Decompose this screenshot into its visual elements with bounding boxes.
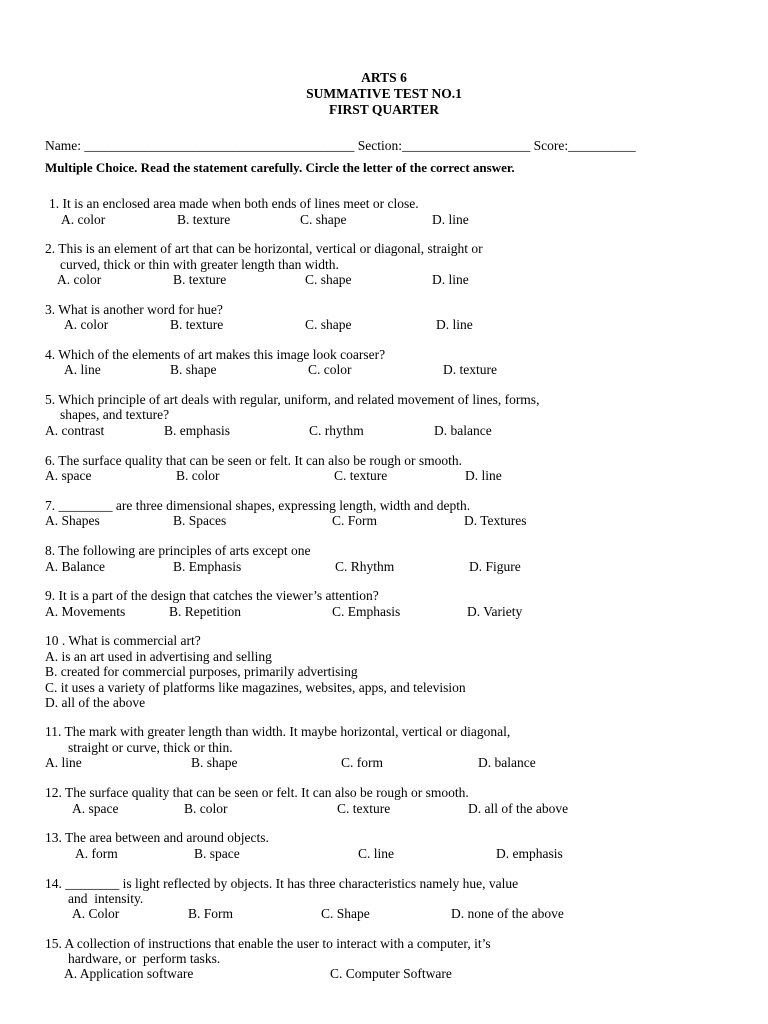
student-info-line — [45, 138, 636, 154]
option-a[interactable]: A. Shapes — [45, 513, 100, 528]
test-title: SUMMATIVE TEST NO.1 — [306, 86, 462, 101]
option-b[interactable]: B. texture — [177, 212, 231, 227]
option-b[interactable]: B. Spaces — [173, 513, 227, 528]
question-stem: 4. Which of the elements of art makes this image look coarser? — [45, 347, 386, 362]
option-a[interactable]: A. form — [75, 846, 118, 861]
option-d[interactable]: D. all of the above — [45, 695, 146, 710]
directions: Multiple Choice. Read the statement carefully. Circle the letter of the correct answer. — [45, 160, 515, 175]
option-d[interactable]: D. line — [436, 317, 473, 332]
subject-title: ARTS 6 — [361, 70, 407, 85]
option-c[interactable]: C. color — [308, 362, 352, 377]
option-c[interactable]: C. shape — [305, 317, 352, 332]
option-a[interactable]: A. line — [64, 362, 101, 377]
question-stem: 5. Which principle of art deals with regular, uniform, and related movement of lines, forms, — [45, 392, 540, 407]
option-a[interactable]: A. space — [72, 801, 119, 816]
question-stem-continued: straight or curve, thick or thin. — [68, 740, 233, 755]
option-b[interactable]: B. shape — [170, 362, 217, 377]
option-d[interactable]: D. balance — [434, 423, 492, 438]
option-c[interactable]: C. Shape — [321, 906, 370, 921]
option-c[interactable]: C. Computer Software — [330, 966, 452, 981]
option-c[interactable]: C. rhythm — [309, 423, 364, 438]
section-field[interactable]: Section:___________________ — [357, 138, 531, 153]
question-stem-continued: and intensity. — [68, 891, 144, 906]
option-b[interactable]: B. shape — [191, 755, 238, 770]
question-stem: 8. The following are principles of arts except one — [45, 543, 311, 558]
test-header — [0, 70, 768, 118]
score-field[interactable]: Score:__________ — [533, 138, 636, 153]
option-a[interactable]: A. color — [64, 317, 109, 332]
option-b[interactable]: B. texture — [173, 272, 227, 287]
option-d[interactable]: D. emphasis — [496, 846, 563, 861]
option-c[interactable]: C. shape — [305, 272, 352, 287]
option-d[interactable]: D. Textures — [464, 513, 527, 528]
option-b[interactable]: B. color — [176, 468, 220, 483]
option-c[interactable]: C. shape — [300, 212, 347, 227]
option-a[interactable]: A. is an art used in advertising and selling — [45, 649, 272, 664]
option-d[interactable]: D. all of the above — [468, 801, 569, 816]
question-stem: 1. It is an enclosed area made when both ends of lines meet or close. — [49, 196, 419, 211]
question-stem-continued: hardware, or perform tasks. — [68, 951, 221, 966]
option-d[interactable]: D. Variety — [467, 604, 523, 619]
option-a[interactable]: A. Application software — [64, 966, 194, 981]
question-stem: 9. It is a part of the design that catches the viewer’s attention? — [45, 588, 379, 603]
option-c[interactable]: C. line — [358, 846, 394, 861]
option-b[interactable]: B. created for commercial purposes, primarily advertising — [45, 664, 358, 679]
option-c[interactable]: C. Form — [332, 513, 378, 528]
option-c[interactable]: C. texture — [334, 468, 388, 483]
option-b[interactable]: B. texture — [170, 317, 224, 332]
option-d[interactable]: D. line — [432, 212, 469, 227]
option-b[interactable]: B. emphasis — [164, 423, 230, 438]
option-d[interactable]: D. none of the above — [451, 906, 564, 921]
option-a[interactable]: A. space — [45, 468, 92, 483]
option-d[interactable]: D. line — [432, 272, 469, 287]
question-stem-continued: curved, thick or thin with greater length than width. — [60, 257, 339, 272]
option-a[interactable]: A. contrast — [45, 423, 105, 438]
option-c[interactable]: C. Rhythm — [335, 559, 395, 574]
option-c[interactable]: C. form — [341, 755, 383, 770]
option-b[interactable]: B. space — [194, 846, 240, 861]
question-stem: 6. The surface quality that can be seen or felt. It can also be rough or smooth. — [45, 453, 462, 468]
option-a[interactable]: A. color — [57, 272, 102, 287]
question-stem: 14. ________ is light reflected by objects. It has three characteristics namely hue, value — [45, 876, 519, 891]
option-c[interactable]: C. texture — [337, 801, 391, 816]
option-a[interactable]: A. Movements — [45, 604, 126, 619]
option-b[interactable]: B. Emphasis — [173, 559, 242, 574]
question-stem-continued: shapes, and texture? — [60, 407, 170, 422]
option-a[interactable]: A. line — [45, 755, 82, 770]
name-field[interactable]: Name: ________________________________________ — [45, 138, 355, 153]
option-a[interactable]: A. color — [61, 212, 106, 227]
option-b[interactable]: B. color — [184, 801, 228, 816]
option-d[interactable]: D. line — [465, 468, 502, 483]
option-b[interactable]: B. Repetition — [169, 604, 241, 619]
option-c[interactable]: C. Emphasis — [332, 604, 401, 619]
option-d[interactable]: D. balance — [478, 755, 536, 770]
question-stem: 15. A collection of instructions that enable the user to interact with a computer, it’s — [45, 936, 491, 951]
option-b[interactable]: B. Form — [188, 906, 234, 921]
question-stem: 13. The area between and around objects. — [45, 830, 269, 845]
option-d[interactable]: D. texture — [443, 362, 497, 377]
question-stem: 10 . What is commercial art? — [45, 633, 201, 648]
option-c[interactable]: C. it uses a variety of platforms like magazines, websites, apps, and television — [45, 680, 466, 695]
quarter-title: FIRST QUARTER — [329, 102, 439, 117]
question-stem: 12. The surface quality that can be seen or felt. It can also be rough or smooth. — [45, 785, 469, 800]
option-d[interactable]: D. Figure — [469, 559, 521, 574]
option-a[interactable]: A. Color — [72, 906, 120, 921]
question-stem: 7. ________ are three dimensional shapes, expressing length, width and depth. — [45, 498, 471, 513]
question-stem: 3. What is another word for hue? — [45, 302, 223, 317]
question-stem: 2. This is an element of art that can be horizontal, vertical or diagonal, straight or — [45, 241, 483, 256]
option-a[interactable]: A. Balance — [45, 559, 105, 574]
question-stem: 11. The mark with greater length than width. It maybe horizontal, vertical or diagonal, — [45, 724, 511, 739]
